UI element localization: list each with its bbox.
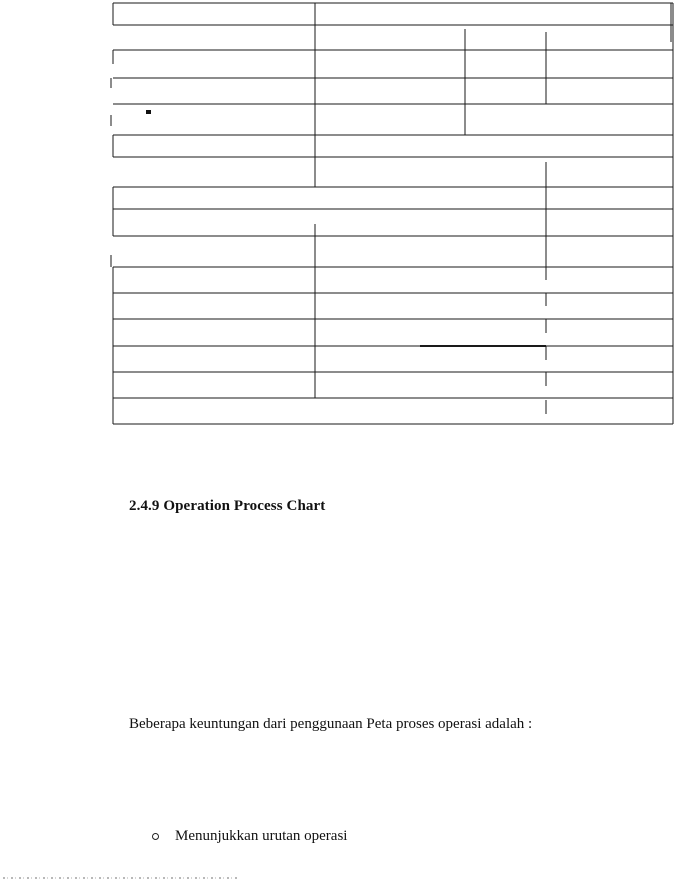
- intro-paragraph: Beberapa keuntungan dari penggunaan Peta proses operasi adalah :: [129, 716, 533, 732]
- bordered-table: [0, 0, 674, 430]
- table-bullet-mark: [146, 110, 151, 114]
- section-heading: 2.4.9 Operation Process Chart: [129, 498, 326, 514]
- list-item: [152, 828, 347, 845]
- scan-artifact: [3, 877, 239, 879]
- circle-bullet-icon: [152, 833, 159, 840]
- list-item-text: Menunjukkan urutan operasi: [175, 828, 348, 844]
